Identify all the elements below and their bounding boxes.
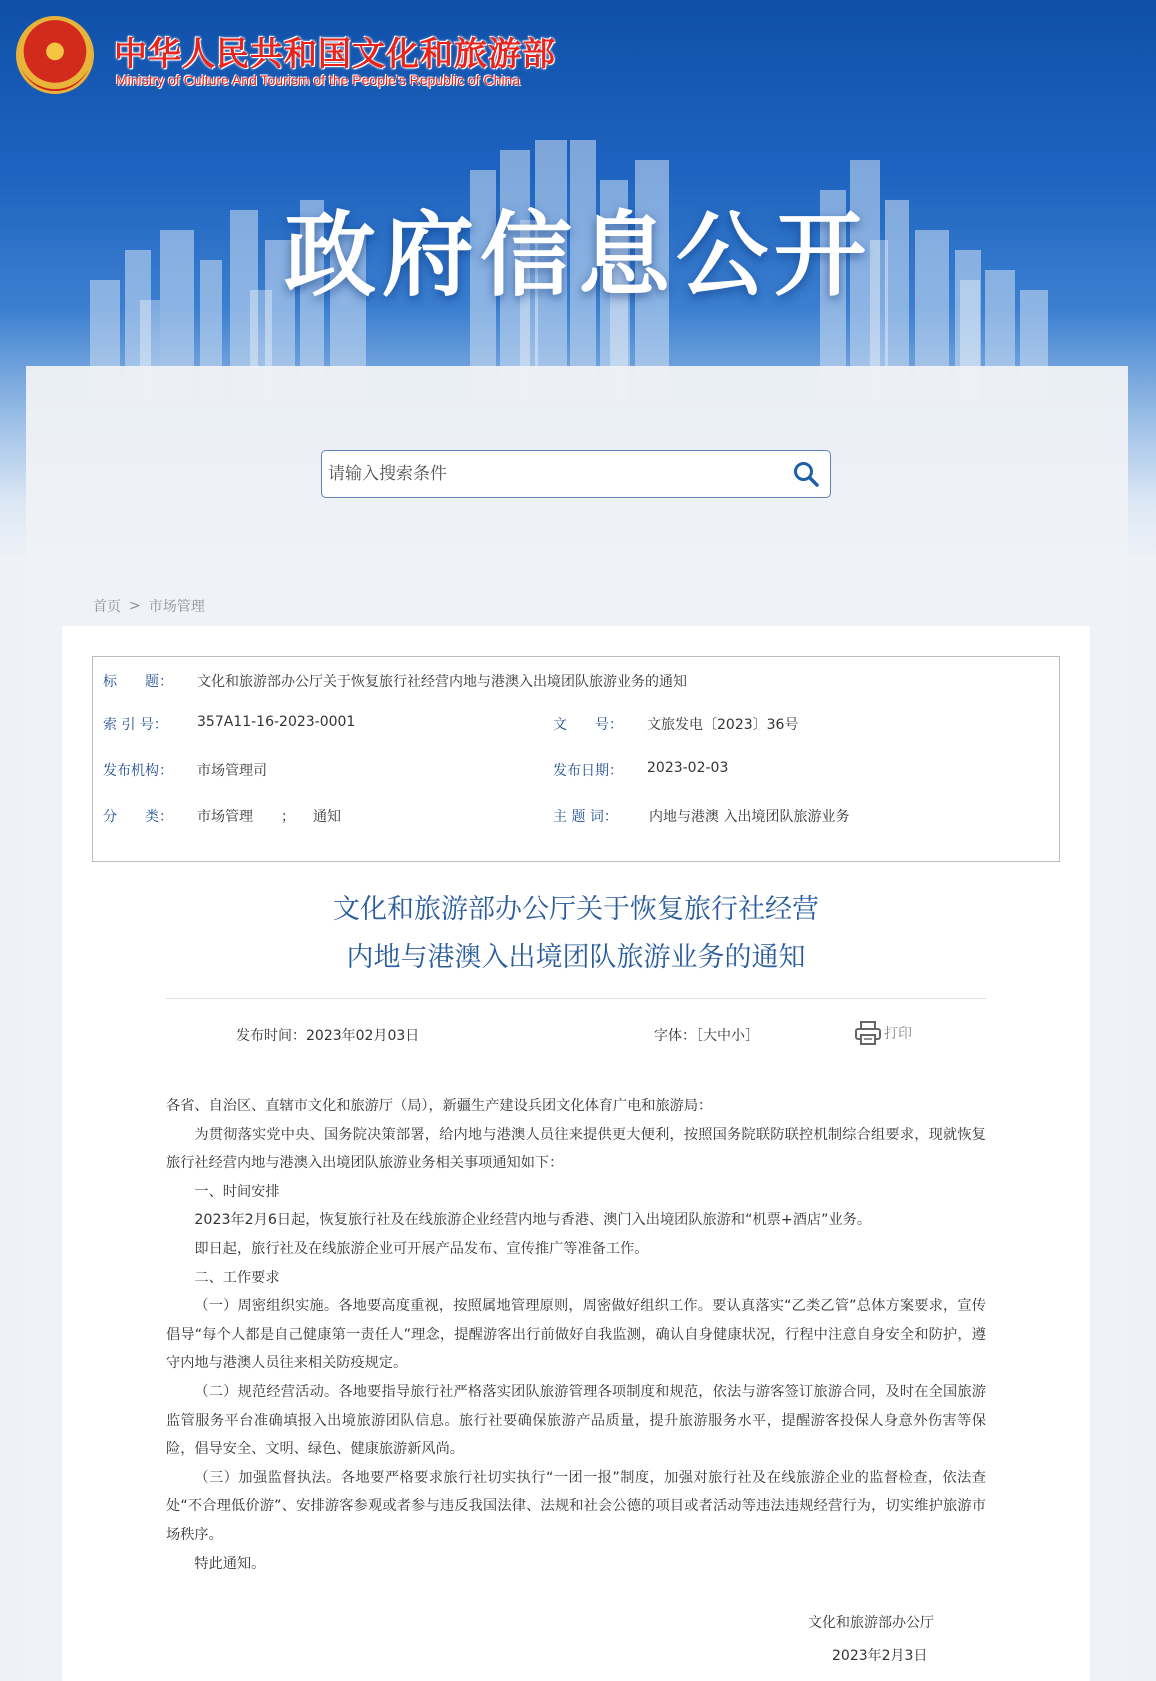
meta-row-index [93, 700, 1059, 746]
meta-category-value-1: 市场管理 [197, 809, 253, 825]
publish-time: 发布时间：2023年02月03日 [236, 1028, 420, 1044]
body-paragraph: 2023年2月6日起，恢复旅行社及在线旅游企业经营内地与香港、澳门入出境团队旅游和“机票+酒店”业务。 [194, 1212, 872, 1229]
document-body [166, 1092, 986, 1578]
document-title [62, 886, 1090, 982]
signature-date: 2023年2月3日 [832, 1648, 928, 1664]
body-paragraph: （三）加强监督执法。各地要严格要求旅行社切实执行“一团一报”制度，加强对旅行社及在线旅游企业的监督检查，依法查处“不合理低价游”、安排游客参观或者参与违反我国法律、法规和社会公德的项目或者活动等违法违规经营行为，切实维护旅游市场秩序。 [166, 1469, 986, 1543]
search-icon [792, 460, 820, 488]
search-input[interactable] [322, 451, 782, 497]
breadcrumb [93, 596, 205, 616]
title-divider [166, 998, 986, 999]
body-paragraph-closing: 特此通知。 [194, 1555, 266, 1572]
document-title-line-2: 内地与港澳入出境团队旅游业务的通知 [346, 942, 806, 973]
meta-row-org [93, 746, 1059, 792]
meta-index-label: 索 引 号： [103, 717, 168, 733]
document-meta-table [92, 656, 1060, 862]
body-paragraph: 即日起，旅行社及在线旅游企业可开展产品发布、宣传推广等准备工作。 [194, 1240, 649, 1257]
font-size-switcher[interactable]: 字体：［大中小］ [654, 1028, 759, 1044]
ministry-name-en: Ministry of Culture And Tourism of the People’s Republic of China [116, 72, 521, 88]
body-paragraph: （一）周密组织实施。各地要高度重视，按照属地管理原则，周密做好组织工作。要认真落实“乙类乙管”总体方案要求，宣传倡导“每个人都是自己健康第一责任人”理念，提醒游客出行前做好自我监测，确认自身健康状况，行程中注意自身安全和防护，遵守内地与港澳人员往来相关防疫规定。 [166, 1298, 986, 1372]
meta-keywords-value: 内地与港澳 入出境团队旅游业务 [649, 809, 850, 825]
meta-category-value-2: 通知 [313, 809, 341, 825]
hero-title: 政府信息公开 [283, 202, 872, 309]
print-button[interactable] [854, 1020, 912, 1046]
breadcrumb-current-link[interactable]: 市场管理 [148, 599, 205, 615]
body-paragraph: 为贯彻落实党中央、国务院决策部署，给内地与港澳人员往来提供更大便利，按照国务院联防联控机制综合组要求，现就恢复旅行社经营内地与港澳入出境团队旅游业务相关事项通知如下： [166, 1126, 986, 1172]
meta-date-value: 2023-02-03 [647, 760, 729, 776]
meta-date-label: 发布日期： [553, 763, 623, 779]
meta-title-label: 标 题： [103, 674, 173, 690]
breadcrumb-home-link[interactable]: 首页 [93, 599, 121, 615]
ministry-name-cn: 中华人民共和国文化和旅游部 [114, 34, 556, 73]
body-paragraph: （二）规范经营活动。各地要指导旅行社严格落实团队旅游管理各项制度和规范，依法与游客签订旅游合同，及时在全国旅游监管服务平台准确填报入出境旅游团队信息。旅行社要确保旅游产品质量，提升旅游服务水平，提醒游客投保人身意外伤害等保险，倡导安全、文明、绿色、健康旅游新风尚。 [166, 1383, 986, 1458]
meta-category-label: 分 类： [103, 809, 173, 825]
body-paragraph-salutation: 各省、自治区、直辖市文化和旅游厅（局），新疆生产建设兵团文化体育广电和旅游局： [166, 1098, 713, 1114]
search-box [321, 450, 831, 498]
meta-org-value: 市场管理司 [197, 763, 267, 779]
body-section-heading: 二、工作要求 [194, 1269, 280, 1286]
print-label: 打印 [884, 1026, 912, 1042]
national-emblem-icon [16, 16, 94, 94]
meta-row-category [93, 792, 1059, 838]
meta-docno-label: 文 号： [553, 717, 623, 733]
meta-org-label: 发布机构： [103, 763, 173, 779]
document-title-line-1: 文化和旅游部办公厅关于恢复旅行社经营 [333, 894, 819, 925]
search-button[interactable] [782, 451, 830, 497]
meta-title-value: 文化和旅游部办公厅关于恢复旅行社经营内地与港澳入出境团队旅游业务的通知 [197, 674, 687, 690]
printer-icon [854, 1020, 882, 1046]
meta-category-separator: ； [281, 809, 295, 825]
meta-docno-value: 文旅发电〔2023〕36号 [647, 717, 799, 733]
meta-keywords-label: 主 题 词： [553, 809, 618, 825]
body-section-heading: 一、时间安排 [194, 1183, 280, 1200]
meta-row-title [93, 657, 1059, 703]
breadcrumb-separator: > [129, 598, 141, 614]
signature-org: 文化和旅游部办公厅 [808, 1615, 934, 1631]
meta-index-value: 357A11-16-2023-0001 [197, 714, 356, 730]
